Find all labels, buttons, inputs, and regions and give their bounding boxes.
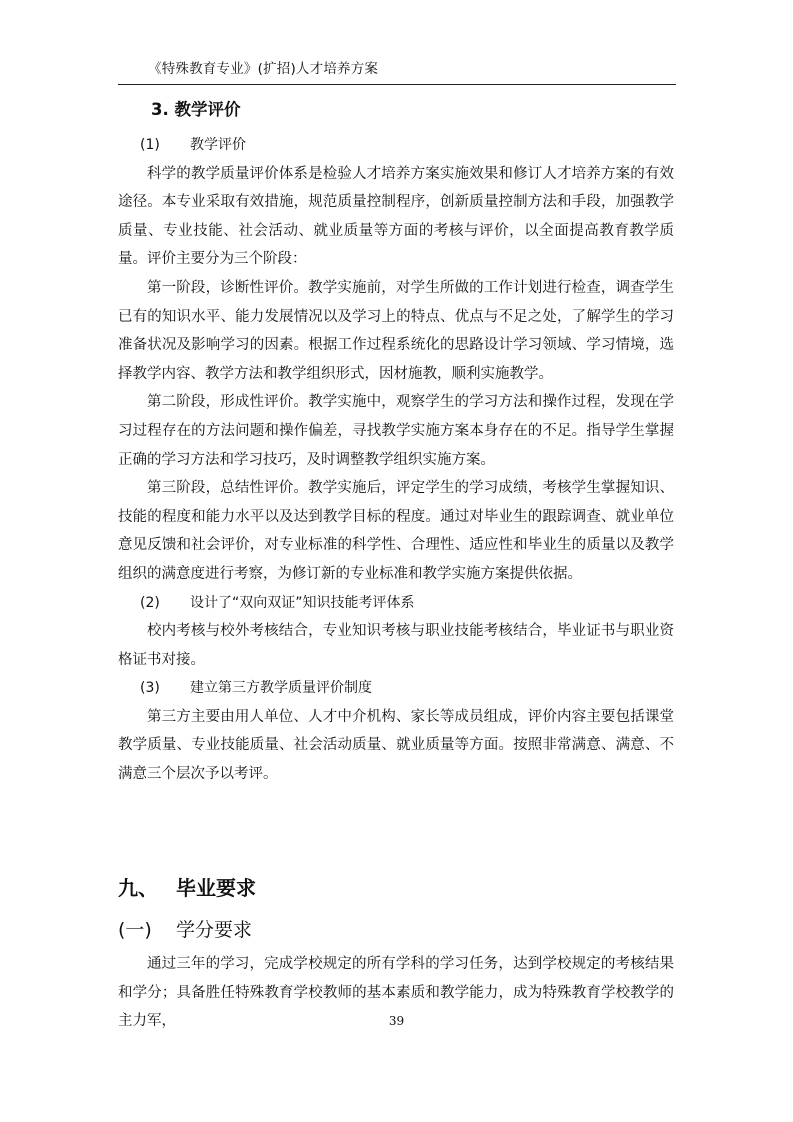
body-text [118,131,674,789]
chapter-title: 毕业要求 [176,876,256,900]
running-header: 《特殊教育专业》(扩招)人才培养方案 [148,61,379,77]
subheading-2 [118,589,674,618]
subheading-title: 建立第三方教学质量评价制度 [190,680,372,697]
paragraph: 第二阶段，形成性评价。教学实施中，观察学生的学习方法和操作过程，发现在学习过程存在的方法问题和操作偏差，寻找教学实施方案本身存在的不足。指导学生掌握正确的学习方法和学习技巧，及时调整教学组织实施方案。 [118,394,674,468]
page-number: 39 [388,1014,405,1028]
subsection-title: 学分要求 [176,919,253,941]
paragraph: 通过三年的学习，完成学校规定的所有学科的学习任务，达到学校规定的考核结果和学分；具备胜任特殊教育学校教师的基本素质和教学能力，成为特殊教育学校教学的主力军， [118,956,674,1030]
subheading-1 [118,131,674,160]
subsection-heading [118,915,252,942]
subsection-number: (一) [118,919,152,941]
paragraph: 第三阶段，总结性评价。教学实施后，评定学生的学习成绩，考核学生掌握知识、技能的程度和能力水平以及达到教学目标的程度。通过对毕业生的跟踪调查、就业单位意见反馈和社会评价，对专业标准的科学性、合理性、适应性和毕业生的质量以及教学组织的满意度进行考察，为修订新的专业标准和教学实施方案提供依据。 [118,480,674,582]
paragraph: 第一阶段，诊断性评价。教学实施前，对学生所做的工作计划进行检查，调查学生已有的知识水平、能力发展情况以及学习上的特点、优点与不足之处，了解学生的学习准备状况及影响学习的因素。根据工作过程系统化的思路设计学习领域、学习情境，选择教学内容、教学方法和教学组织形式，因材施教，顺利实施教学。 [118,279,674,382]
section-title: 3. 教学评价 [151,100,241,119]
header-rule [118,84,676,85]
subheading-number: (1) [140,137,160,153]
subheading-number: (3) [140,680,160,697]
paragraph: 科学的教学质量评价体系是检验人才培养方案实施效果和修订人才培养方案的有效途径。本专业采取有效措施，规范质量控制程序，创新质量控制方法和手段，加强教学质量、专业技能、社会活动、就业质量等方面的考核与评价，以全面提高教育教学质量。评价主要分为三个阶段： [118,165,674,268]
subheading-number: (2) [140,594,160,611]
chapter-heading [118,872,256,901]
subheading-title: 设计了“双向双证”知识技能考评体系 [190,594,415,611]
paragraph: 校内考核与校外考核结合，专业知识考核与职业技能考核结合，毕业证书与职业资格证书对接。 [118,623,674,668]
subheading-title: 教学评价 [190,137,246,153]
paragraph: 第三方主要由用人单位、人才中介机构、家长等成员组成，评价内容主要包括课堂教学质量、专业技能质量、社会活动质量、就业质量等方面。按照非常满意、满意、不满意三个层次予以考评。 [118,708,674,783]
chapter-number: 九、 [118,876,158,900]
subheading-3 [118,674,674,703]
